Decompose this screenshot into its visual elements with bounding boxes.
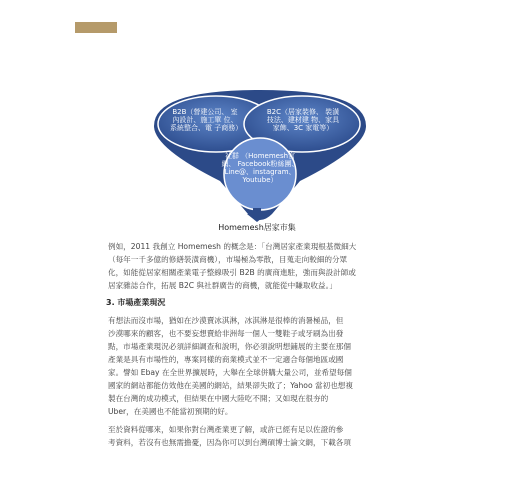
section-heading: 3. 市場產業現況 — [106, 298, 166, 307]
down-arrow-icon — [246, 208, 268, 222]
funnel-caption: Homemesh居家市集 — [218, 223, 296, 232]
b2c-label: B2C（居家裝修、 裝潢技法、建材建 物、家具家飾、3C 家電等） — [266, 108, 340, 132]
paragraph-2: 有想法而沒市場，猶如在沙漠賣冰淇淋，冰淇淋是很棒的消暑極品，但 沙漠哪來的顧客，也不要妄想賣給非洲每一個人一雙鞋子或牙刷為出發 點，市場產業現況必須詳細調查和說明，你必須說明想鋪展的主要在那個 產業是具有市場性的，專案同樣的商業模式並不一定適合每個地區或國 家。譬如 Ebay 在全世界擴展時，大舉在全球併購大量公司，並希望每個 國家的網站都能仿效他在美國的網站，結果卻失敗了；Yahoo 當初也想複 製在台灣的成功模式，但結果在中國大陸吃不開；又如現在很夯的 Uber，在美國也不能當初預期的好。 — [108, 316, 353, 416]
funnel-diagram — [150, 86, 370, 228]
social-label: 社群 （Homemesh官網、 Facebook粉絲團、 Line@、instagram、 Youtube） — [221, 152, 299, 184]
b2b-label: B2B（營建公司、 室內設計、施工單 位、系統整合、電 子商務） — [170, 108, 243, 132]
paragraph-1: 例如，2011 我創立 Homemesh 的概念是：「台灣居家產業現根基微細大 （每年一千多億的修繕裝潢商機），市場極為零散，目蒐走向較細的分眾 化，如能從居家相關產業電子整線吸引 B2B 的廣商進駐，強而與設計師或 居家雜誌合作，拓展 B2C 與社群廣告的商機，就能從中賺取收益。」 — [108, 242, 357, 290]
paragraph-3: 至於資料從哪來，如果你對台灣產業更了解，或許已經有足以佐證的參 考資料，若沒有也無需擔憂，因為你可以到台灣碩博士論文網，下載各項 — [108, 425, 351, 447]
chapter-tab-marker — [75, 22, 117, 33]
